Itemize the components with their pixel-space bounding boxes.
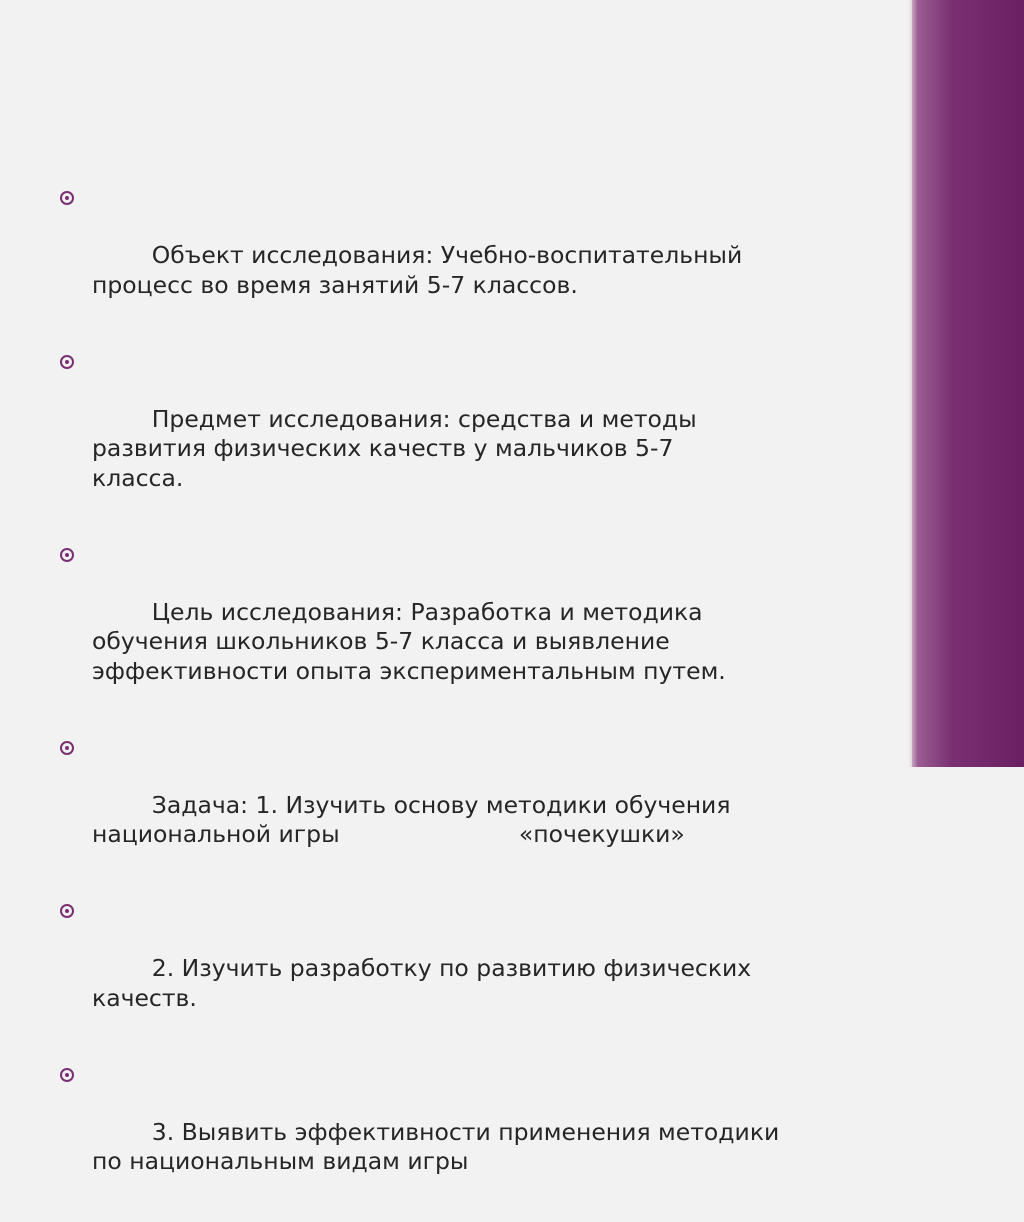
side-accent-band (912, 0, 1024, 767)
bullet-item-subject (60, 346, 860, 523)
circle-bullet-icon (60, 548, 74, 562)
circle-bullet-icon (60, 904, 74, 918)
bullet-item-task-2 (60, 895, 860, 1043)
bullet-text: 3. Выявить эффективности применения методики по национальным видам игры (92, 1117, 780, 1175)
bullet-list (60, 182, 860, 1222)
bullet-item-task-1 (60, 732, 860, 880)
circle-bullet-icon (60, 191, 74, 205)
circle-bullet-icon (60, 355, 74, 369)
bullet-item-object (60, 182, 860, 330)
bullet-text: Цель исследования: Разработка и методика обучения школьников 5-7 класса и выявление эффективности опыта экспериментальным путем. (92, 597, 726, 685)
bullet-text: Объект исследования: Учебно-воспитательный процесс во время занятий 5-7 классов. (92, 241, 743, 299)
bullet-text: 2. Изучить разработку по развитию физических качеств. (92, 954, 752, 1012)
bullet-text: Задача: 1. Изучить основу методики обучения национальной игры «почекушки» (92, 790, 731, 848)
bullet-text: Предмет исследования: средства и методы развития физических качеств у мальчиков 5-7 класса. (92, 404, 697, 492)
bullet-item-goal (60, 539, 860, 716)
circle-bullet-icon (60, 741, 74, 755)
bullet-item-task-3 (60, 1059, 860, 1207)
circle-bullet-icon (60, 1068, 74, 1082)
